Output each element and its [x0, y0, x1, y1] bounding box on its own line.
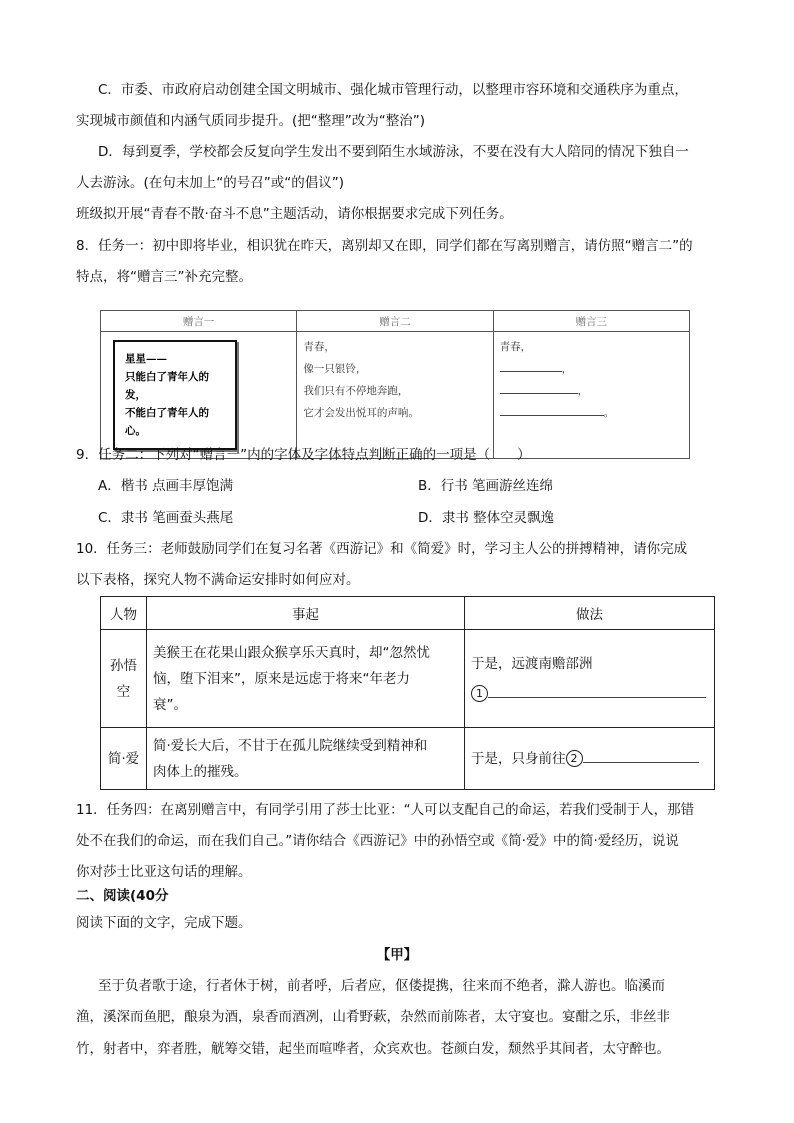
- table1-header-2: 赠言二: [297, 311, 493, 332]
- circled-number: 2: [566, 750, 583, 767]
- poem-line: 我们只有不停地奔跑，: [303, 385, 409, 397]
- name-line: 空: [116, 683, 131, 700]
- poem-line: 青春，: [499, 341, 532, 353]
- question-11-line2: 处不在我们的命运，而在我们自己。”请你结合《西游记》中的孙悟空或《简·爱》中的简·爱经历，说说: [76, 833, 679, 849]
- character-name: [101, 728, 147, 790]
- fill-line[interactable]: [500, 402, 683, 424]
- table1-header-3: 赠言三: [493, 311, 689, 332]
- question-8-line1: 8．任务一：初中即将毕业，相识犹在昨天，离别却又在即，同学们都在写离别赠言，请仿照“赠言二”的: [76, 238, 693, 254]
- passage-line-2: 渔，溪深而鱼肥，酿泉为酒，泉香而酒冽，山肴野蔌，杂然而前陈者，太守宴也。宴酣之乐，非丝非: [76, 1009, 670, 1025]
- event-line: 肉体上的摧残。: [153, 763, 248, 780]
- farewell-message-table: [100, 310, 690, 459]
- question-9: 9．任务二：下列对“赠言一”内的字体及字体特点判断正确的一项是（ ）: [76, 447, 531, 463]
- option-c-line2: 实现城市颜值和内涵气质同步提升。(把“整理”改为“整治”): [76, 113, 426, 129]
- q9-option-b: B．行书 笔画游丝连绵: [418, 478, 554, 494]
- q9-option-c: C．隶书 笔画蚕头燕尾: [98, 510, 234, 526]
- table2-header-action: 做法: [465, 597, 715, 630]
- action-cell: [465, 728, 715, 790]
- question-11-line3: 你对莎士比亚这句话的理解。: [76, 864, 252, 880]
- table2-header-character: 人物: [101, 597, 147, 630]
- name-line: 孙悟: [110, 657, 137, 674]
- question-11-line1: 11．任务四：在离别赠言中，有同学引用了莎士比亚：“人可以支配自己的命运，若我们受制于人，那错: [76, 802, 695, 818]
- fill-line[interactable]: [500, 358, 683, 380]
- calligraphy-line: 不能白了青年人的心。: [125, 407, 209, 437]
- passage-line-1: 至于负者歌于途，行者休于树，前者呼，后者应，伛偻提携，往来而不绝者，滁人游也。临溪而: [98, 978, 665, 994]
- action-text: 于是，远渡南赡部洲: [471, 655, 593, 672]
- name-line: 简·爱: [107, 750, 140, 767]
- fill-punct: 。: [603, 407, 615, 419]
- answer-blank-2[interactable]: [471, 744, 708, 774]
- question-10-line2: 以下表格，探究人物不满命运安排时如何应对。: [76, 572, 360, 588]
- character-name: [101, 630, 147, 728]
- reading-instruction: 阅读下面的文字，完成下题。: [76, 915, 252, 931]
- poem-line: 像一只银铃，: [303, 363, 367, 375]
- action-text: 于是，只身前往: [471, 750, 566, 767]
- calligraphy-image: [113, 340, 237, 450]
- event-line: 衰”。: [153, 696, 187, 713]
- q9-option-d: D．隶书 整体空灵飘逸: [418, 510, 555, 526]
- event-cell: [147, 728, 465, 790]
- fill-line[interactable]: [500, 380, 683, 402]
- option-d-line2: 人去游泳。(在句末加上“的号召”或“的倡议”): [76, 175, 345, 191]
- q9-option-a: A．楷书 点画丰厚饱满: [98, 478, 234, 494]
- fill-punct: ，: [577, 385, 589, 397]
- option-c-line1: C．市委、市政府启动创建全国文明城市、强化城市管理行动，以整理市容环境和交通秩序为重点，: [98, 82, 688, 98]
- action-cell: [465, 630, 715, 728]
- question-10-line1: 10．任务三：老师鼓励同学们在复习名著《西游记》和《简爱》时，学习主人公的拼搏精神，请你完成: [76, 541, 688, 557]
- question-8-line2: 特点，将“赠言三”补充完整。: [76, 269, 252, 285]
- table2-header-cause: 事起: [147, 597, 465, 630]
- fill-punct: ，: [561, 363, 573, 375]
- poem-line: 它才会发出悦耳的声响。: [303, 407, 419, 419]
- message-three-cell: [493, 332, 689, 459]
- event-line: 恼，堕下泪来”，原来是远虑于将来“年老力: [153, 670, 410, 687]
- option-d-line1: D．每到夏季，学校都会反复向学生发出不要到陌生水域游泳，不要在没有大人陪同的情况下独自一: [98, 144, 689, 160]
- answer-blank-1[interactable]: [471, 679, 708, 709]
- message-one-cell: [101, 332, 297, 459]
- circled-number: 1: [471, 685, 488, 702]
- message-two-cell: [297, 332, 493, 459]
- event-line: 简·爱长大后，不甘于在孤儿院继续受到精神和: [153, 737, 428, 754]
- event-line: 美猴王在花果山跟众猴享乐天真时，却“忽然忧: [153, 644, 430, 661]
- character-table: [100, 596, 715, 790]
- passage-line-3: 竹，射者中，弈者胜，觥筹交错，起坐而喧哗者，众宾欢也。苍颜白发，颓然乎其间者，太守醉也。: [76, 1041, 670, 1057]
- calligraphy-line: 只能白了青年人的发，: [125, 371, 209, 401]
- poem-line: 青春，: [303, 341, 335, 353]
- event-cell: [147, 630, 465, 728]
- table1-header-1: 赠言一: [101, 311, 297, 332]
- passage-jia-heading: 【甲】: [376, 947, 418, 963]
- activity-intro: 班级拟开展“青春不散·奋斗不息”主题活动，请你根据要求完成下列任务。: [76, 206, 513, 222]
- calligraphy-line: 星星——: [125, 353, 167, 365]
- section-2-heading: 二、阅读(40分: [76, 888, 169, 904]
